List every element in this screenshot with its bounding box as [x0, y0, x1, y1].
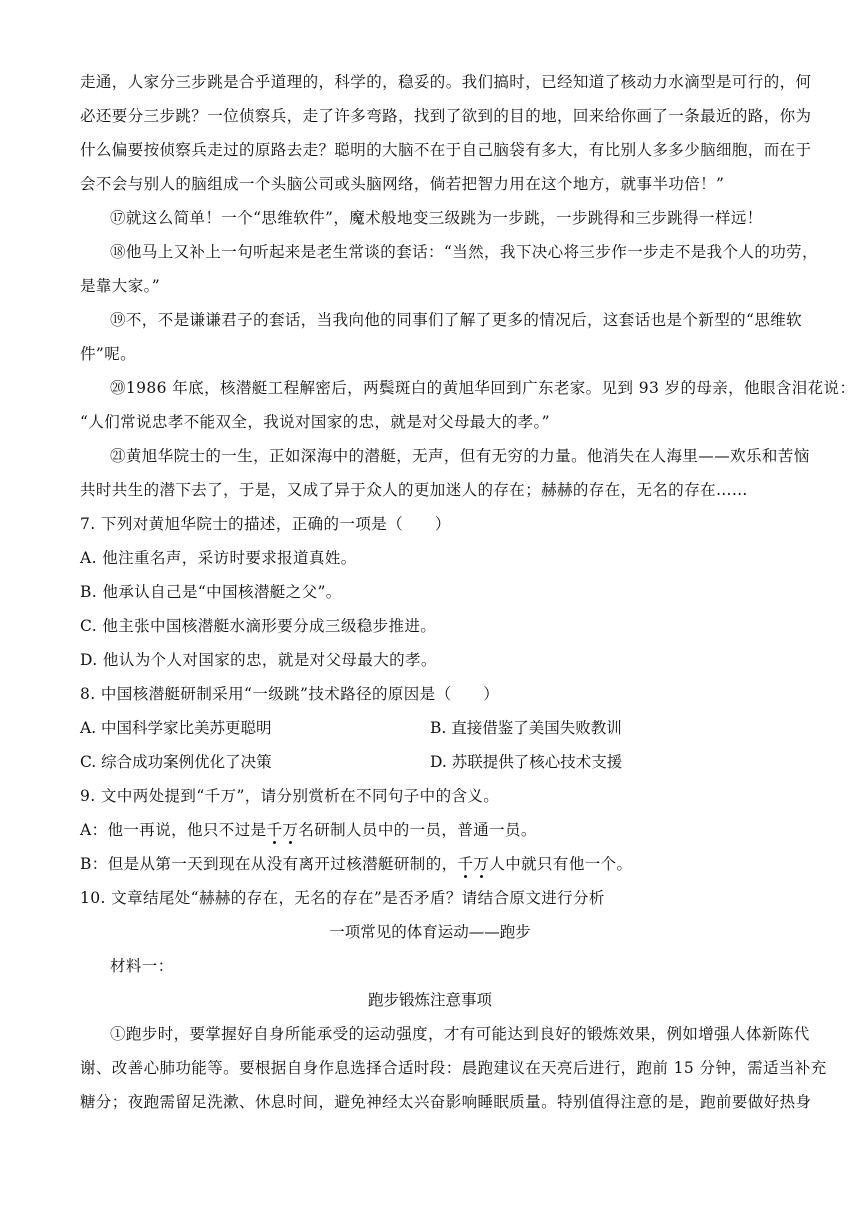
- question-9-stem: 9. 文中两处提到“千万”，请分别赏析在不同句子中的含义。: [80, 787, 500, 805]
- sentence-a-text: 名研制人员中的一员，普通一员。: [298, 821, 537, 839]
- paragraph-line: 走通，人家分三步跳是合乎道理的，科学的，稳妥的。我们搞时，已经知道了核动力水滴型是可行的，何: [80, 73, 812, 91]
- question-7-stem: 7. 下列对黄旭华院士的描述，正确的一项是（ ）: [80, 515, 451, 533]
- paragraph-line: 会不会与别人的脑组成一个头脑公司或头脑网络，倘若把智力用在这个地方，就事半功倍！”: [80, 175, 725, 193]
- question-7-option-c: C. 他主张中国核潜艇水滴形要分成三级稳步推进。: [80, 617, 437, 635]
- paragraph-21-line: ㉑黄旭华院士的一生，正如深海中的潜艇，无声，但有无穷的力量。他消失在人海里——欢乐和苦恼: [110, 447, 810, 465]
- question-10-stem: 10. 文章结尾处“赫赫的存在，无名的存在”是否矛盾？请结合原文进行分析: [80, 889, 605, 907]
- question-7-option-d: D. 他认为个人对国家的忠，就是对父母最大的孝。: [80, 651, 437, 669]
- question-8-option-d: D. 苏联提供了核心技术支援: [430, 753, 623, 771]
- question-9-sentence-b: [80, 854, 780, 874]
- question-7-option-b: B. 他承认自己是“中国核潜艇之父”。: [80, 583, 342, 601]
- paragraph-21-line: 共时共生的潜下去了，于是，又成了异于众人的更加迷人的存在；赫赫的存在，无名的存在……: [80, 481, 748, 499]
- emphasis-char: 万: [282, 821, 299, 839]
- material-paragraph-line: 糖分；夜跑需留足洗漱、休息时间，避免神经太兴奋影响睡眠质量。特别值得注意的是，跑前要做好热身: [80, 1093, 812, 1111]
- material-title: 跑步锻炼注意事项: [367, 991, 492, 1009]
- sentence-b-text: B：但是从第一天到现在从没有离开过核潜艇研制的，: [80, 855, 458, 873]
- material-paragraph-line: 谢、改善心肺功能等。要根据自身作息选择合适时段：晨跑建议在天亮后进行，跑前 15 分钟，需适当补充: [80, 1059, 827, 1077]
- question-8-option-c: C. 综合成功案例优化了决策: [80, 753, 272, 771]
- paragraph-line: 什么偏要按侦察兵走过的原路去走？聪明的大脑不在于自己脑袋有多大，有比别人多多少脑细胞，而在于: [80, 141, 812, 159]
- paragraph-20-line: “人们常说忠孝不能双全，我说对国家的忠，就是对父母最大的孝。”: [80, 413, 551, 431]
- paragraph-18-line: 是靠大家。”: [80, 277, 161, 295]
- question-8-stem: 8. 中国核潜艇研制采用“一级跳”技术路径的原因是（ ）: [80, 685, 500, 703]
- paragraph-18-line: ⑱他马上又补上一句听起来是老生常谈的套话：“当然，我下决心将三步作一步走不是我个人的功劳，: [110, 243, 818, 261]
- question-9-sentence-a: [80, 820, 780, 840]
- emphasis-char: 千: [266, 821, 283, 839]
- paragraph-17: ⑰就这么简单！一个“思维软件”，魔术般地变三级跳为一步跳，一步跳得和三步跳得一样远！: [110, 209, 763, 227]
- question-8-option-b: B. 直接借鉴了美国失败教训: [430, 719, 622, 737]
- question-7-option-a: A. 他注重名声，采访时要求报道真姓。: [80, 549, 357, 567]
- sentence-b-text: 人中就只有他一个。: [489, 855, 633, 873]
- emphasis-char: 千: [457, 855, 474, 873]
- paragraph-line: 必还要分三步跳？一位侦察兵，走了许多弯路，找到了欲到的目的地，回来给你画了一条最近的路，你为: [80, 107, 812, 125]
- sentence-a-text: A：他一再说，他只不过是: [80, 821, 267, 839]
- paragraph-20-line: ⑳1986 年底，核潜艇工程解密后，两鬓斑白的黄旭华回到广东老家。见到 93 岁的母亲，他眼含泪花说：: [110, 379, 856, 397]
- emphasis-char: 万: [473, 855, 490, 873]
- section-title: 一项常见的体育运动——跑步: [329, 923, 531, 941]
- paragraph-19-line: ⑲不，不是谦谦君子的套话，当我向他的同事们了解了更多的情况后，这套话也是个新型的“思维软: [110, 311, 803, 329]
- material-label: 材料一：: [110, 957, 174, 975]
- material-paragraph-line: ①跑步时，要掌握好自身所能承受的运动强度，才有可能达到良好的锻炼效果，例如增强人体新陈代: [110, 1025, 810, 1043]
- paragraph-19-line: 件”呢。: [80, 345, 137, 363]
- question-8-option-a: A. 中国科学家比美苏更聪明: [80, 719, 272, 737]
